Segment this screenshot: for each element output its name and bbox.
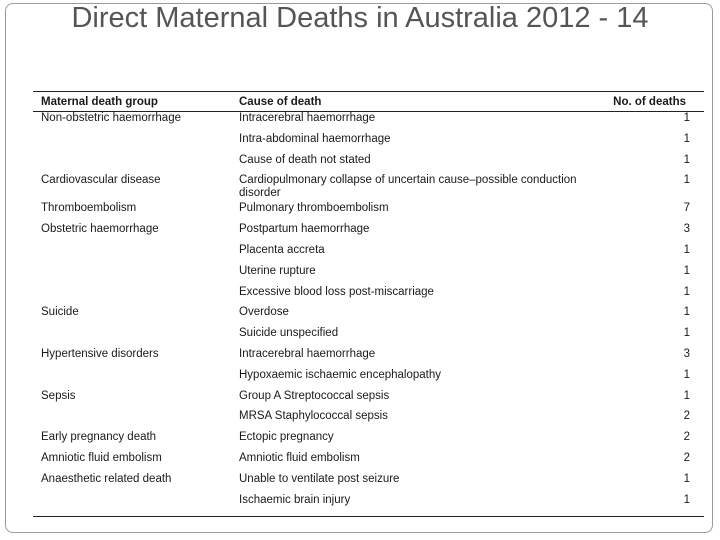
death-count-cell: 1 (683, 243, 690, 256)
cause-of-death-cell: Suicide unspecified (239, 327, 339, 340)
cause-of-death-cell: Group A Streptococcal sepsis (239, 389, 390, 402)
death-group-cell (33, 410, 231, 431)
table-row (33, 390, 704, 411)
table-row (33, 223, 704, 244)
death-count-cell: 1 (683, 285, 690, 298)
cause-of-death-cell: MRSA Staphylococcal sepsis (239, 410, 388, 423)
death-count-cell: 2 (683, 410, 690, 423)
table-row (33, 154, 704, 175)
cause-of-death-cell: Hypoxaemic ischaemic encephalopathy (239, 368, 441, 381)
header-maternal-death-group: Maternal death group (33, 92, 231, 112)
death-count-cell: 3 (683, 223, 690, 236)
death-group-cell (33, 133, 231, 154)
header-cause-of-death: Cause of death (231, 92, 596, 112)
cause-of-death-cell: Uterine rupture (239, 264, 316, 277)
table-row (33, 369, 704, 390)
death-group-cell: Suicide (41, 306, 79, 319)
cause-of-death-cell: Ectopic pregnancy (239, 431, 334, 444)
cause-of-death-cell: Intra-abdominal haemorrhage (239, 132, 391, 145)
death-count-cell: 1 (683, 174, 690, 187)
table-row (33, 348, 704, 369)
table-row (33, 174, 704, 202)
slide-title: Direct Maternal Deaths in Australia 2012 - 14 (71, 2, 649, 34)
death-group-cell: Thromboembolism (41, 202, 137, 215)
death-count-cell: 1 (683, 389, 690, 402)
death-group-cell (33, 154, 231, 175)
maternal-deaths-table (33, 91, 704, 517)
header-no-of-deaths: No. of deaths (596, 92, 704, 112)
cause-of-death-cell: Cause of death not stated (239, 153, 371, 166)
table-row (33, 452, 704, 473)
death-group-cell: Hypertensive disorders (41, 347, 159, 360)
table-row (33, 202, 704, 223)
table-row (33, 431, 704, 452)
death-count-cell: 1 (683, 306, 690, 319)
death-group-cell: Non-obstetric haemorrhage (41, 112, 181, 124)
cause-of-death-cell: Intracerebral haemorrhage (239, 112, 376, 124)
death-group-cell (33, 286, 231, 307)
table-header-row (33, 92, 704, 112)
table-row (33, 306, 704, 327)
death-group-cell: Sepsis (41, 389, 76, 402)
table-body (33, 112, 704, 517)
cause-of-death-cell: Postpartum haemorrhage (239, 223, 370, 236)
death-count-cell: 1 (596, 494, 704, 517)
death-group-cell: Anaesthetic related death (41, 472, 172, 485)
death-count-cell: 2 (683, 431, 690, 444)
table-row (33, 112, 704, 133)
cause-of-death-cell: Excessive blood loss post-miscarriage (239, 285, 434, 298)
death-count-cell: 1 (683, 264, 690, 277)
death-group-cell (33, 369, 231, 390)
table-row (33, 473, 704, 494)
death-count-cell: 1 (683, 132, 690, 145)
death-count-cell: 1 (683, 153, 690, 166)
cause-of-death-cell: Overdose (239, 306, 289, 319)
table-row (33, 244, 704, 265)
death-group-cell: Amniotic fluid embolism (41, 451, 162, 464)
death-count-cell: 1 (683, 368, 690, 381)
cause-of-death-cell: Amniotic fluid embolism (239, 451, 360, 464)
death-count-cell: 2 (683, 451, 690, 464)
cause-of-death-cell: Cardiopulmonary collapse of uncertain cause–possible conduction disorder (239, 174, 577, 200)
death-group-cell: Early pregnancy death (41, 431, 157, 444)
death-group-cell (33, 494, 231, 517)
death-group-cell: Cardiovascular disease (41, 174, 161, 187)
death-group-cell (33, 265, 231, 286)
cause-of-death-cell: Ischaemic brain injury (231, 494, 596, 517)
death-count-cell: 3 (683, 347, 690, 360)
death-count-cell: 7 (683, 202, 690, 215)
table-row (33, 494, 704, 517)
death-group-cell: Obstetric haemorrhage (41, 223, 159, 236)
cause-of-death-cell: Unable to ventilate post seizure (239, 472, 400, 485)
death-count-cell: 1 (683, 112, 690, 124)
cause-of-death-cell: Intracerebral haemorrhage (239, 347, 376, 360)
death-count-cell: 1 (683, 472, 690, 485)
table-row (33, 133, 704, 154)
table-row (33, 327, 704, 348)
table-row (33, 265, 704, 286)
death-group-cell (33, 327, 231, 348)
cause-of-death-cell: Placenta accreta (239, 243, 325, 256)
table-row (33, 286, 704, 307)
death-group-cell (33, 244, 231, 265)
cause-of-death-cell: Pulmonary thromboembolism (239, 202, 389, 215)
table-row (33, 410, 704, 431)
death-count-cell: 1 (683, 327, 690, 340)
